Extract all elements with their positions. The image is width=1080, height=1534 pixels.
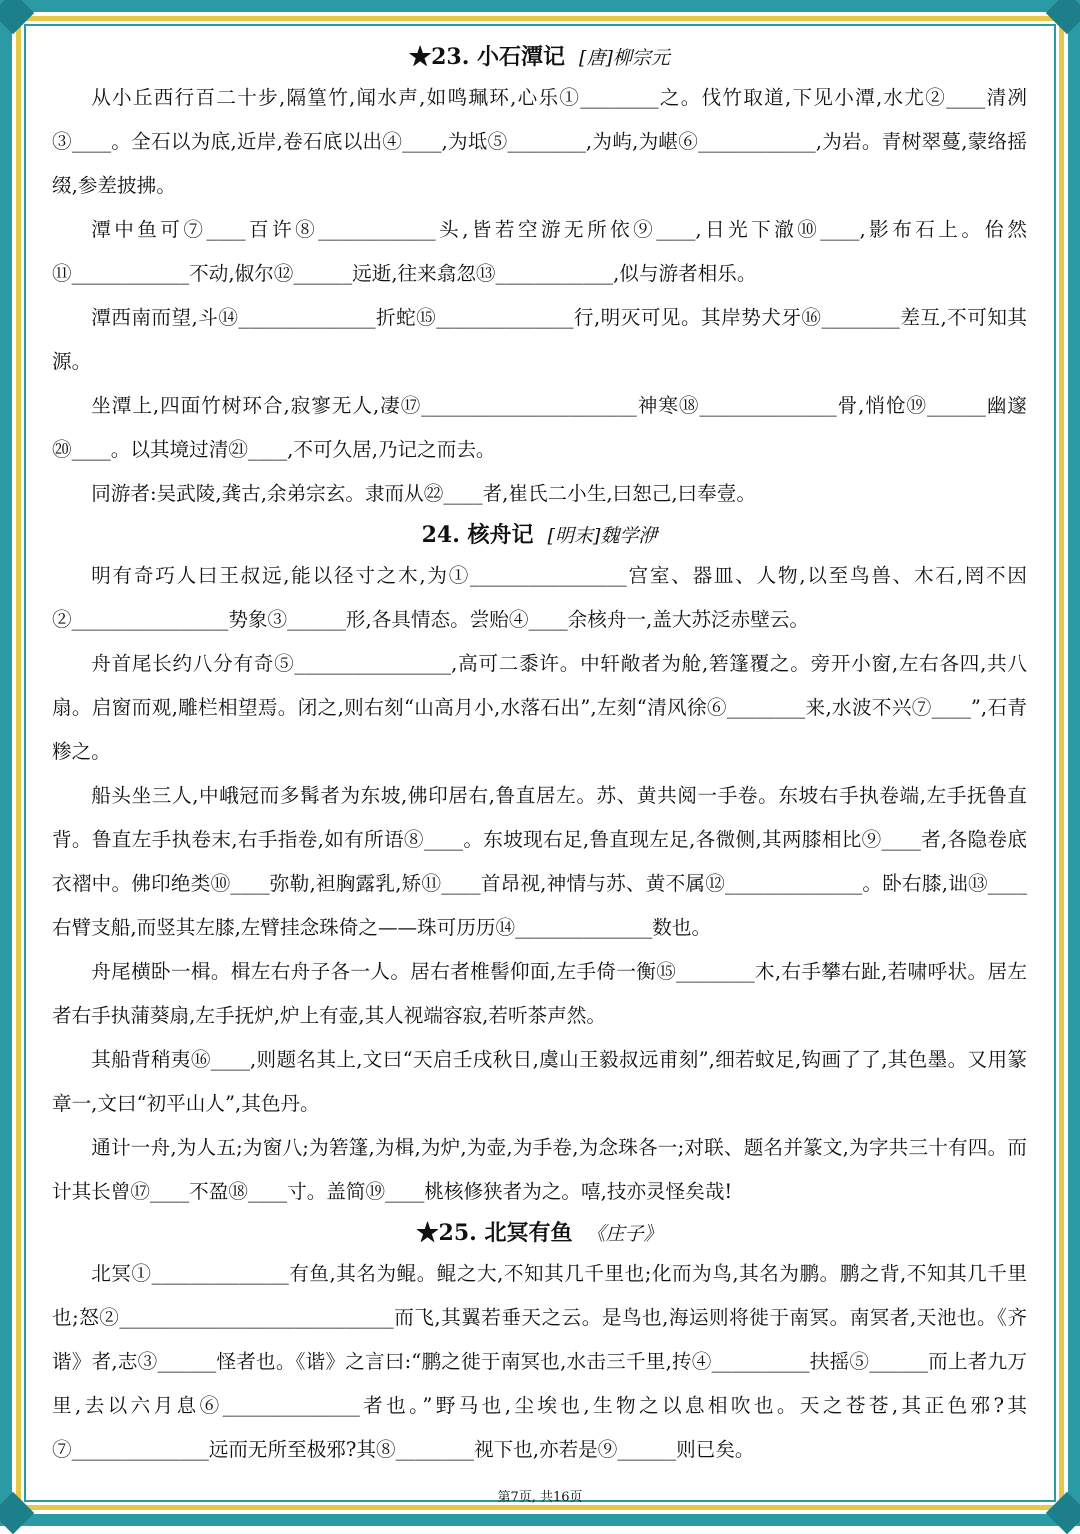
paragraph: 潭西南而望,斗⑭______________折蛇⑮______________行,明灭可见。其岸势犬牙⑯________差互,不可知其源。	[52, 296, 1027, 384]
paragraph: 船头坐三人,中峨冠而多髯者为东坡,佛印居右,鲁直居左。苏、黄共阅一手卷。东坡右手执卷端,左手抚鲁直背。鲁直左手执卷末,右手指卷,如有所语⑧____。东坡现右足,鲁直现左足,各微侧,其两膝相比⑨____者,各隐卷底衣褶中。佛印绝类⑩____弥勒,袒胸露乳,矫⑪____首昂视,神情与苏、黄不属⑫______________。卧右膝,诎⑬____右臂支船,而竖其左膝,左臂挂念珠倚之——珠可历历⑭______________数也。	[52, 774, 1027, 950]
section-title-text: ★23. 小石潭记	[409, 44, 565, 70]
section-title-text: ★25. 北冥有鱼	[417, 1220, 573, 1246]
section-author: [唐]柳宗元	[579, 47, 670, 69]
section-title-text: 24. 核舟记	[422, 522, 534, 548]
paragraph: 北冥①______________有鱼,其名为鲲。鲲之大,不知其几千里也;化而为鸟,其名为鹏。鹏之背,不知其几千里也;怒②____________________________而飞,其翼若垂天之云。是鸟也,海运则将徙于南冥。南冥者,天池也。《齐谐》者,志③______怪者也。《谐》之言曰:“鹏之徙于南冥也,水击三千里,抟④__________扶摇⑤______而上者九万里,去以六月息⑥______________者也。”野马也,尘埃也,生物之以息相吹也。天之苍苍,其正色邪?其⑦______________远而无所至极邪?其⑧________视下也,亦若是⑨______则已矣。	[52, 1252, 1027, 1472]
paragraph: 潭中鱼可⑦____百许⑧____________头,皆若空游无所依⑨____,日光下澈⑩____,影布石上。佁然⑪____________不动,俶尔⑫______远逝,往来翕忽⑬____________,似与游者相乐。	[52, 208, 1027, 296]
section-author: [明末]魏学洢	[548, 525, 658, 547]
paragraph: 同游者:吴武陵,龚古,余弟宗玄。隶而从㉒____者,崔氏二小生,曰恕己,曰奉壹。	[52, 472, 1027, 516]
section-title	[52, 516, 1027, 554]
section-title	[52, 38, 1027, 76]
paragraph: 明有奇巧人曰王叔远,能以径寸之木,为①________________宫室、器皿、人物,以至鸟兽、木石,罔不因②________________势象③______形,各具情态。尝贻④____余核舟一,盖大苏泛赤壁云。	[52, 554, 1027, 642]
worksheet-body	[52, 38, 1027, 1472]
paragraph: 通计一舟,为人五;为窗八;为箬篷,为楫,为炉,为壶,为手卷,为念珠各一;对联、题名并篆文,为字共三十有四。而计其长曾⑰____不盈⑱____寸。盖简⑲____桃核修狭者为之。嘻,技亦灵怪矣哉!	[52, 1126, 1027, 1214]
paragraph: 坐潭上,四面竹树环合,寂寥无人,凄⑰______________________神寒⑱______________骨,悄怆⑲______幽邃⑳____。以其境过清㉑____,不可久居,乃记之而去。	[52, 384, 1027, 472]
paragraph: 舟尾横卧一楫。楫左右舟子各一人。居右者椎髻仰面,左手倚一衡⑮________木,右手攀右趾,若啸呼状。居左者右手执蒲葵扇,左手抚炉,炉上有壶,其人视端容寂,若听茶声然。	[52, 950, 1027, 1038]
paragraph: 舟首尾长约八分有奇⑤________________,高可二黍许。中轩敞者为舱,箬篷覆之。旁开小窗,左右各四,共八扇。启窗而观,雕栏相望焉。闭之,则右刻“山高月小,水落石出”,左刻“清风徐⑥________来,水波不兴⑦____”,石青糁之。	[52, 642, 1027, 774]
section-author: 《庄子》	[586, 1223, 662, 1245]
paragraph: 其船背稍夷⑯____,则题名其上,文曰“天启壬戌秋日,虞山王毅叔远甫刻”,细若蚊足,钩画了了,其色墨。又用篆章一,文曰“初平山人”,其色丹。	[52, 1038, 1027, 1126]
section-title	[52, 1214, 1027, 1252]
paragraph: 从小丘西行百二十步,隔篁竹,闻水声,如鸣珮环,心乐①________之。伐竹取道,下见小潭,水尤②____清冽③____。全石以为底,近岸,卷石底以出④____,为坻⑤________,为屿,为嵁⑥____________,为岩。青树翠蔓,蒙络摇缀,参差披拂。	[52, 76, 1027, 208]
page-number: 第7页, 共16页	[0, 1486, 1080, 1505]
